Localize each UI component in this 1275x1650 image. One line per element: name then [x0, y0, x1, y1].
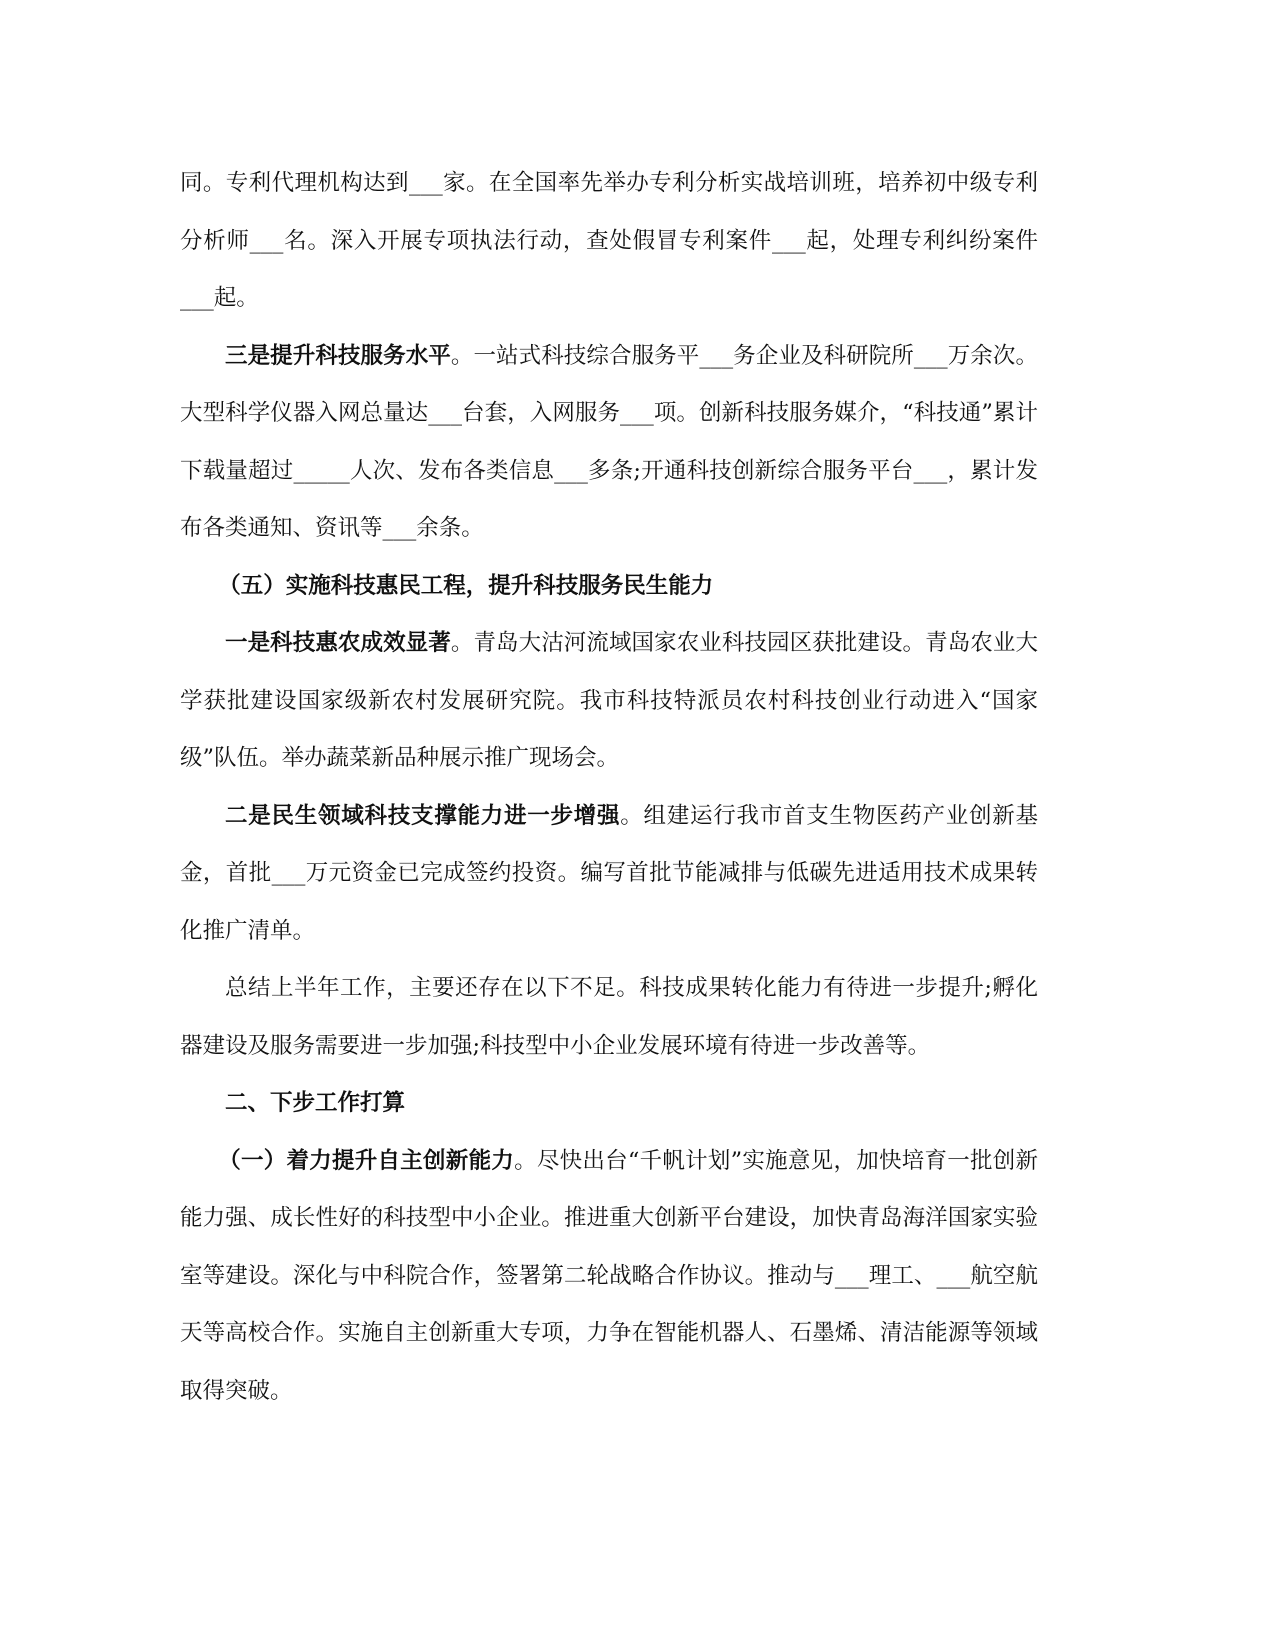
heading-text: 二、下步工作打算 [225, 1090, 406, 1116]
paragraph-text: 。组建运行我市首支生物医药产业创新基金，首批___万元资金已完成签约投资。编写首批节能减排与低碳先进适用技术成果转化推广清单。 [180, 802, 1038, 944]
paragraph-lead: （一）着力提升自主创新能力 [218, 1147, 515, 1174]
paragraph-lead: 三是提升科技服务水平 [225, 342, 451, 369]
section-heading-five [180, 558, 1038, 616]
paragraph-lead: 二是民生领域科技支撑能力进一步增强 [225, 802, 621, 829]
paragraph-summary [180, 960, 1038, 1075]
paragraph-tech-service [180, 328, 1038, 558]
paragraph-agriculture [180, 615, 1038, 788]
paragraph-text: 总结上半年工作，主要还存在以下不足。科技成果转化能力有待进一步提升;孵化器建设及服务需要进一步加强;科技型中小企业发展环境有待进一步改善等。 [180, 975, 1038, 1059]
paragraph-text: 。一站式科技综合服务平___务企业及科研院所___万余次。大型科学仪器入网总量达___台套，入网服务___项。创新科技服务媒介，“科技通”累计下载量超过_____人次、发布各类信息___多条;开通科技创新综合服务平台___，累计发布各类通知、资讯等___余条。 [180, 342, 1038, 541]
paragraph-lead: 一是科技惠农成效显著 [225, 630, 451, 656]
heading-text: （五）实施科技惠民工程，提升科技服务民生能力 [218, 572, 714, 599]
paragraph-patent-agencies [180, 155, 1038, 328]
paragraph-text: 。青岛大沽河流域国家农业科技园区获批建设。青岛农业大学获批建设国家级新农村发展研究院。我市科技特派员农村科技创业行动进入“国家级”队伍。举办蔬菜新品种展示推广现场会。 [180, 630, 1038, 771]
section-heading-next-steps [180, 1075, 1038, 1133]
paragraph-text: 同。专利代理机构达到___家。在全国率先举办专利分析实战培训班，培养初中级专利分析师___名。深入开展专项执法行动，查处假冒专利案件___起，处理专利纠纷案件___起。 [180, 170, 1038, 311]
paragraph-livelihood [180, 788, 1038, 961]
paragraph-text: 。尽快出台“千帆计划”实施意见，加快培育一批创新能力强、成长性好的科技型中小企业。推进重大创新平台建设，加快青岛海洋国家实验室等建设。深化与中科院合作，签署第二轮战略合作协议。推动与___理工、___航空航天等高校合作。实施自主创新重大专项，力争在智能机器人、石墨烯、清洁能源等领域取得突破。 [180, 1147, 1038, 1404]
document-page [180, 155, 1038, 1420]
paragraph-innovation [180, 1133, 1038, 1421]
